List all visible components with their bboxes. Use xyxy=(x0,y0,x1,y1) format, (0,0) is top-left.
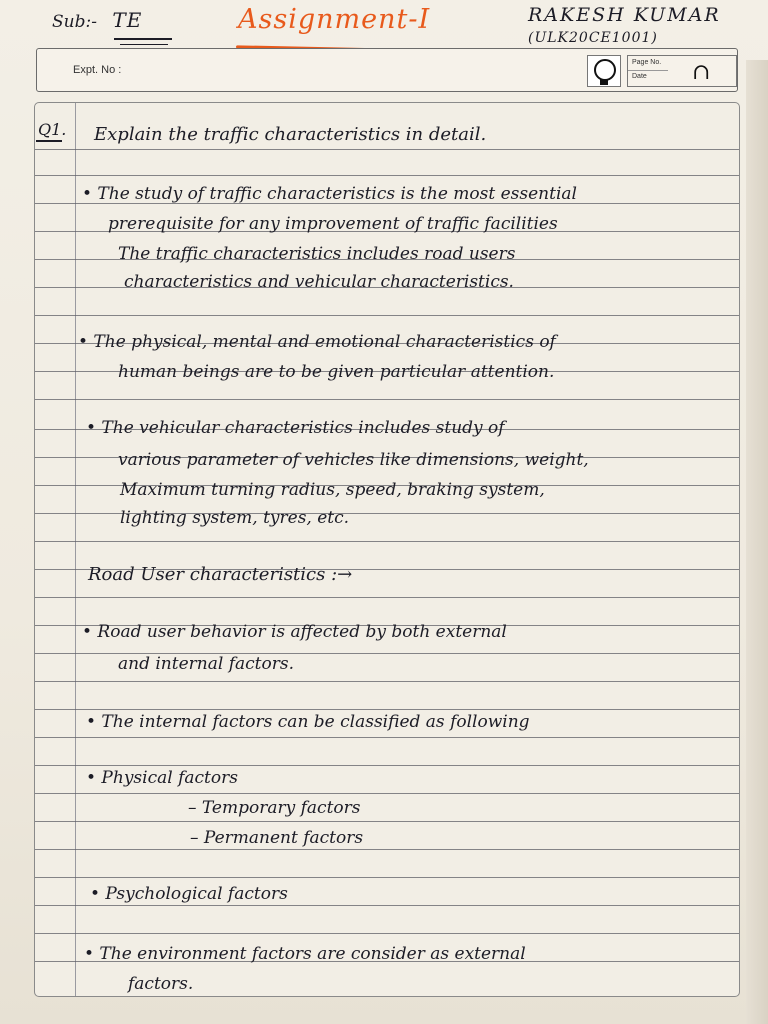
ruled-line xyxy=(35,765,739,766)
date-label: Date xyxy=(632,73,647,80)
ruled-line xyxy=(35,933,739,934)
roll-number: (ULK20CE1001) xyxy=(528,30,658,46)
ruled-line xyxy=(35,315,739,316)
subject-label: Sub:- xyxy=(52,12,97,32)
answer-line: human beings are to be given particular attention. xyxy=(118,362,555,382)
question-text: Explain the traffic characteristics in detail. xyxy=(94,124,487,145)
ruled-line xyxy=(35,597,739,598)
assignment-title: Assignment-I xyxy=(238,4,431,35)
ruled-line xyxy=(35,821,739,822)
answer-line: Maximum turning radius, speed, braking system, xyxy=(120,480,545,500)
experiment-header-box xyxy=(36,48,738,92)
expt-no-label: Expt. No : xyxy=(73,64,122,76)
answer-line: The traffic characteristics includes road users xyxy=(118,244,516,264)
answer-line: • Psychological factors xyxy=(90,884,288,904)
answer-line: • The vehicular characteristics includes study of xyxy=(86,418,505,438)
ruled-line xyxy=(35,149,739,150)
answer-line: characteristics and vehicular characteristics. xyxy=(124,272,514,292)
answer-line: prerequisite for any improvement of traffic facilities xyxy=(108,214,558,234)
ruled-line xyxy=(35,541,739,542)
subject-underline-2 xyxy=(120,44,168,45)
ruled-line xyxy=(35,877,739,878)
page-no-label: Page No. xyxy=(632,59,662,66)
ruled-line xyxy=(35,175,739,176)
answer-line: • The internal factors can be classified as following xyxy=(86,712,530,732)
answer-line: • The environment factors are consider as external xyxy=(84,944,526,964)
ruled-line xyxy=(35,793,739,794)
ruled-line xyxy=(35,905,739,906)
answer-line: lighting system, tyres, etc. xyxy=(120,508,350,528)
section-heading: Road User characteristics :→ xyxy=(88,564,353,585)
page-date-box xyxy=(627,55,737,87)
answer-line: factors. xyxy=(128,974,194,994)
answer-line: • The physical, mental and emotional characteristics of xyxy=(78,332,556,352)
answer-line: • The study of traffic characteristics is the most essential xyxy=(82,184,577,204)
page-date-divider xyxy=(628,70,668,71)
subject-heading xyxy=(52,8,142,32)
answer-line: – Permanent factors xyxy=(190,828,364,848)
student-name: RAKESH KUMAR xyxy=(528,4,721,26)
answer-line: various parameter of vehicles like dimensions, weight, xyxy=(118,450,589,470)
ruled-line xyxy=(35,681,739,682)
answer-line: • Road user behavior is affected by both external xyxy=(82,622,507,642)
question-number: Q1. xyxy=(38,120,67,139)
page-edge-shadow xyxy=(746,60,768,1024)
ruled-line xyxy=(35,399,739,400)
subject-underline xyxy=(114,38,172,40)
answer-line: – Temporary factors xyxy=(188,798,361,818)
notebook-logo xyxy=(587,55,621,87)
margin-line xyxy=(75,103,76,996)
page-number-mark: ∩ xyxy=(692,60,711,85)
answer-line: and internal factors. xyxy=(118,654,294,674)
ruled-line xyxy=(35,849,739,850)
ruled-sheet xyxy=(34,102,740,997)
ruled-line xyxy=(35,709,739,710)
logo-icon xyxy=(594,59,616,81)
answer-line: • Physical factors xyxy=(86,768,238,788)
subject-value: TE xyxy=(112,8,143,32)
ruled-line xyxy=(35,737,739,738)
